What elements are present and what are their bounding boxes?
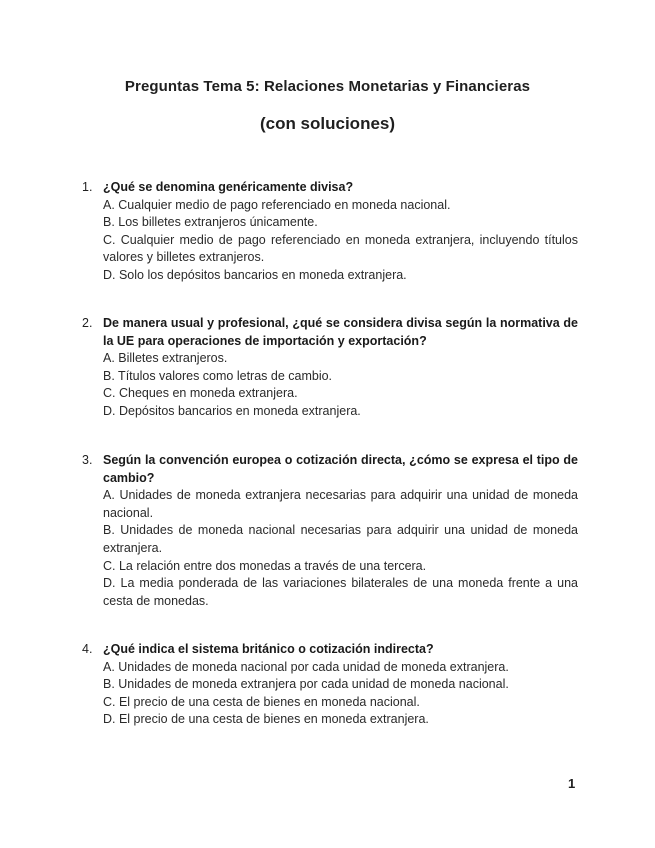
question-text: ¿Qué se denomina genéricamente divisa? xyxy=(103,180,354,194)
option-d: D. La media ponderada de las variaciones bilaterales de una moneda frente a una cesta de monedas. xyxy=(103,576,578,608)
page-subtitle: (con soluciones) xyxy=(259,114,396,133)
question-text: De manera usual y profesional, ¿qué se considera divisa según la normativa de la UE para operaciones de importación y exportación? xyxy=(103,316,578,348)
question-body xyxy=(103,452,578,610)
option-a: A. Unidades de moneda nacional por cada unidad de moneda extranjera. xyxy=(103,659,509,674)
question-body xyxy=(103,315,578,421)
page-number: 1 xyxy=(568,776,576,791)
question-body xyxy=(103,641,578,729)
option-a: A. Unidades de moneda extranjera necesarias para adquirir una unidad de moneda nacional. xyxy=(103,488,578,520)
option-a: A. Billetes extranjeros. xyxy=(103,351,228,366)
question-body xyxy=(103,179,578,285)
option-b: B. Unidades de moneda nacional necesarias para adquirir una unidad de moneda extranjera. xyxy=(103,523,578,555)
option-a: A. Cualquier medio de pago referenciado en moneda nacional. xyxy=(103,197,451,212)
option-c: C. El precio de una cesta de bienes en moneda nacional. xyxy=(103,694,420,709)
question-text: Según la convención europea o cotización directa, ¿cómo se expresa el tipo de cambio? xyxy=(103,453,578,485)
option-d: D. Solo los depósitos bancarios en moneda extranjera. xyxy=(103,267,407,282)
option-d: D. Depósitos bancarios en moneda extranjera. xyxy=(103,403,361,418)
question-number: 1. xyxy=(82,180,93,194)
option-c: C. La relación entre dos monedas a través de una tercera. xyxy=(103,558,427,573)
option-b: B. Unidades de moneda extranjera por cada unidad de moneda nacional. xyxy=(103,677,509,692)
option-d: D. El precio de una cesta de bienes en moneda extranjera. xyxy=(103,712,429,727)
option-b: B. Los billetes extranjeros únicamente. xyxy=(103,215,318,230)
question-text: ¿Qué indica el sistema británico o cotización indirecta? xyxy=(103,642,434,656)
question-number: 3. xyxy=(82,453,93,467)
option-c: C. Cheques en moneda extranjera. xyxy=(103,386,298,401)
option-c: C. Cualquier medio de pago referenciado en moneda extranjera, incluyendo títulos valores y billetes extranjeros. xyxy=(103,232,578,265)
page-title: Preguntas Tema 5: Relaciones Monetarias y Financieras xyxy=(124,78,531,95)
question-number: 2. xyxy=(82,316,93,330)
question-number: 4. xyxy=(82,642,93,656)
option-b: B. Títulos valores como letras de cambio. xyxy=(103,368,333,383)
